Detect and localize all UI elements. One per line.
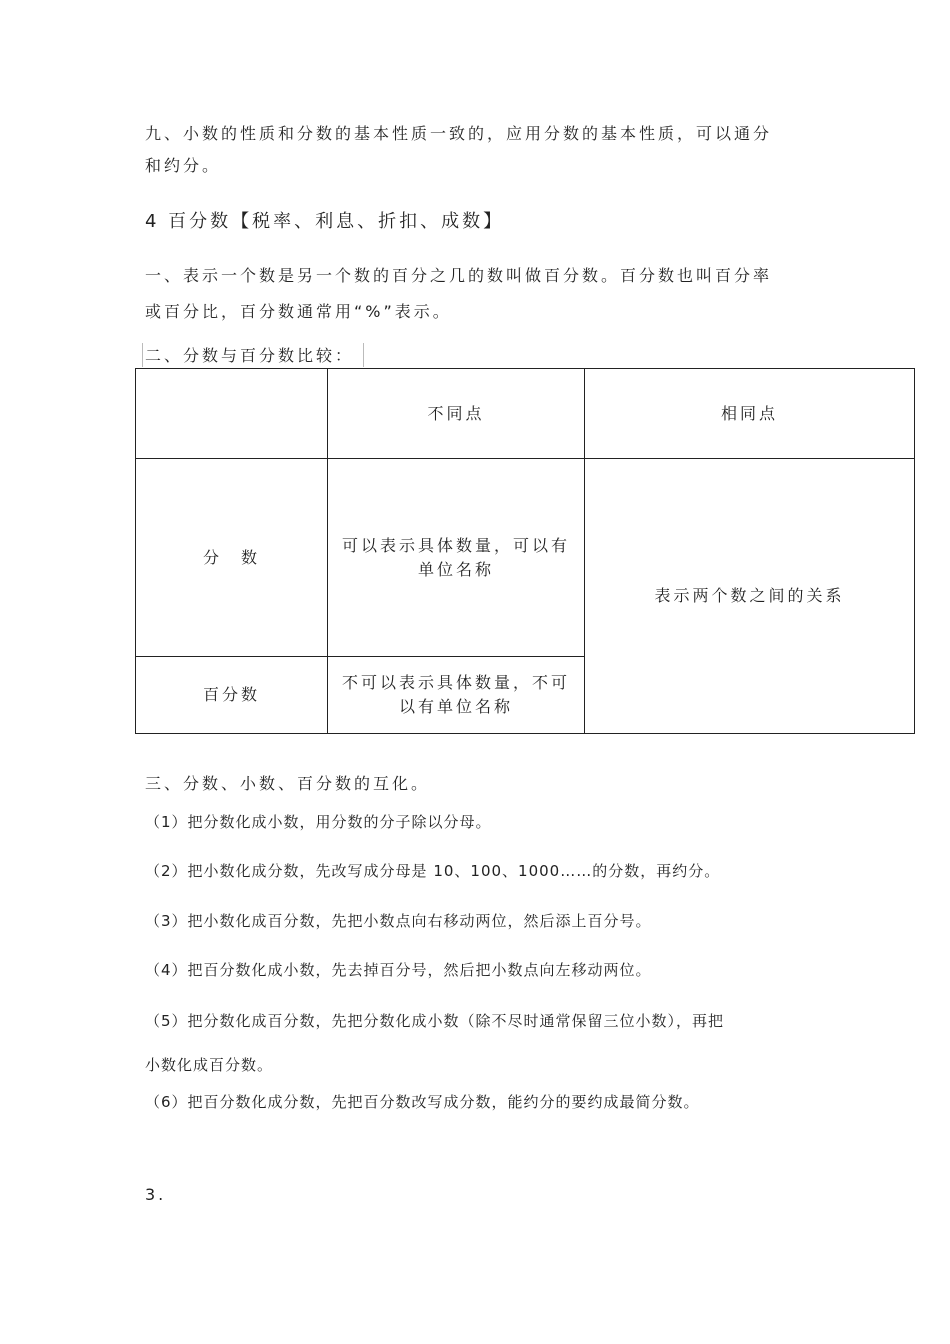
list-item: （4）把百分数化成小数，先去掉百分号，然后把小数点向左移动两位。 [145,961,652,979]
list-item: （5）把分数化成百分数，先把分数化成小数（除不尽时通常保留三位小数），再把 [145,1012,725,1030]
comparison-table [135,368,915,734]
section-heading: 4 百分数【税率、利息、折扣、成数】 [145,211,505,232]
list-item: （1）把分数化成小数，用分数的分子除以分母。 [145,813,492,831]
row-diff-percent: 不可以表示具体数量，不可以有单位名称 [328,657,585,734]
list-item: 小数化成百分数。 [145,1056,274,1074]
paragraph-line: 九、小数的性质和分数的基本性质一致的，应用分数的基本性质，可以通分 [145,124,773,143]
section-number: 3. [145,1185,167,1204]
row-label-percent: 百分数 [136,657,328,734]
paragraph-line: 一、表示一个数是另一个数的百分之几的数叫做百分数。百分数也叫百分率 [145,266,773,285]
same-point-cell: 表示两个数之间的关系 [585,459,915,734]
paragraph-line: 和约分。 [145,156,222,175]
row-label-fraction: 分 数 [136,459,328,657]
row-diff-fraction: 可以表示具体数量，可以有单位名称 [328,459,585,657]
conversion-title: 三、分数、小数、百分数的互化。 [145,774,431,793]
header-blank-cell [136,369,328,459]
list-item: （6）把百分数化成分数，先把百分数改写成分数，能约分的要约成最简分数。 [145,1093,700,1111]
header-same-cell: 相同点 [585,369,915,459]
list-item: （3）把小数化成百分数，先把小数点向右移动两位，然后添上百分号。 [145,912,652,930]
header-diff-cell: 不同点 [328,369,585,459]
paragraph-line: 或百分比，百分数通常用“%”表示。 [145,302,452,321]
table-caption: 二、分数与百分数比较： [145,346,355,365]
list-item: （2）把小数化成分数，先改写成分母是 10、100、1000……的分数，再约分。 [145,862,721,880]
